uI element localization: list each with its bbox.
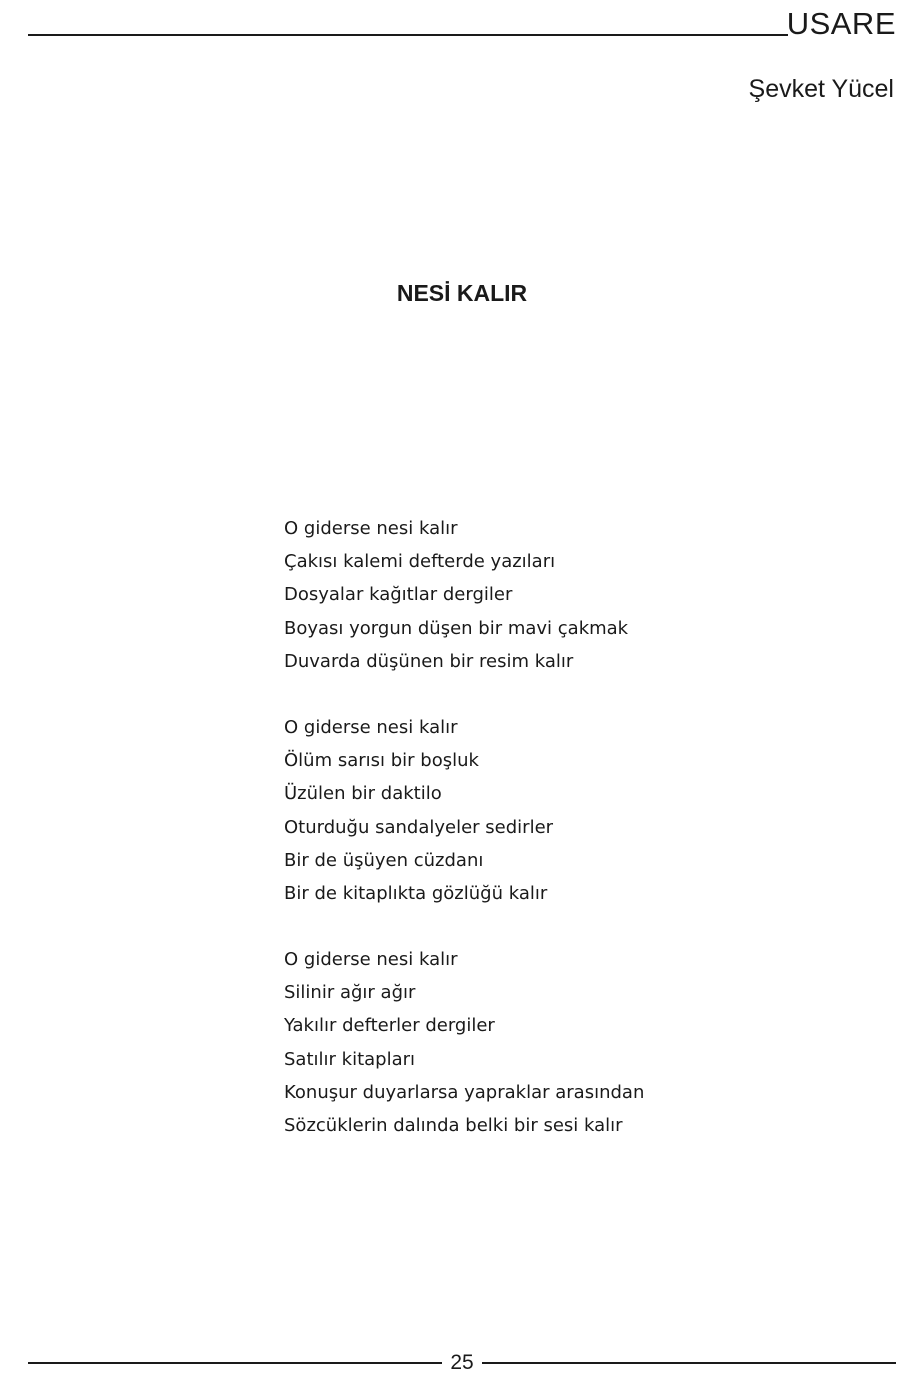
poem-line: Silinir ağır ağır [284,982,416,1004]
poem-line: Bir de kitaplıkta gözlüğü kalır [284,882,548,904]
stanza-3 [284,943,644,1142]
footer-rule-left [28,1362,442,1364]
page-number: 25 [450,1351,474,1374]
poem-line: Bir de üşüyen cüzdanı [284,849,484,871]
header-rule [28,34,788,36]
poem-body [284,512,644,1175]
footer-rule-right [482,1362,896,1364]
stanza-2 [284,711,644,910]
poem-line: Oturduğu sandalyeler sedirler [284,816,554,838]
poem-line: Yakılır defterler dergiler [284,1015,495,1037]
poem-line: Satılır kitapları [284,1048,416,1070]
poem-line: O giderse nesi kalır [284,716,458,738]
poem-line: Boyası yorgun düşen bir mavi çakmak [284,617,629,639]
stanza-1 [284,512,644,678]
poem-line: O giderse nesi kalır [284,949,458,971]
poem-line: Üzülen bir daktilo [284,783,442,805]
poem-line: Duvarda düşünen bir resim kalır [284,650,574,672]
poem-title: NESİ KALIR [396,280,528,306]
poem-line: Sözcüklerin dalında belki bir sesi kalır [284,1115,623,1136]
author-name: Şevket Yücel [748,75,894,103]
poem-line: Çakısı kalemi defterde yazıları [284,551,556,573]
poem-line: Dosyalar kağıtlar dergiler [284,584,513,606]
poem-line: O giderse nesi kalır [284,518,458,539]
poem-line: Ölüm sarısı bir boşluk [284,750,479,772]
journal-name: USARE [786,6,896,41]
poem-line: Konuşur duyarlarsa yapraklar arasından [284,1081,645,1103]
